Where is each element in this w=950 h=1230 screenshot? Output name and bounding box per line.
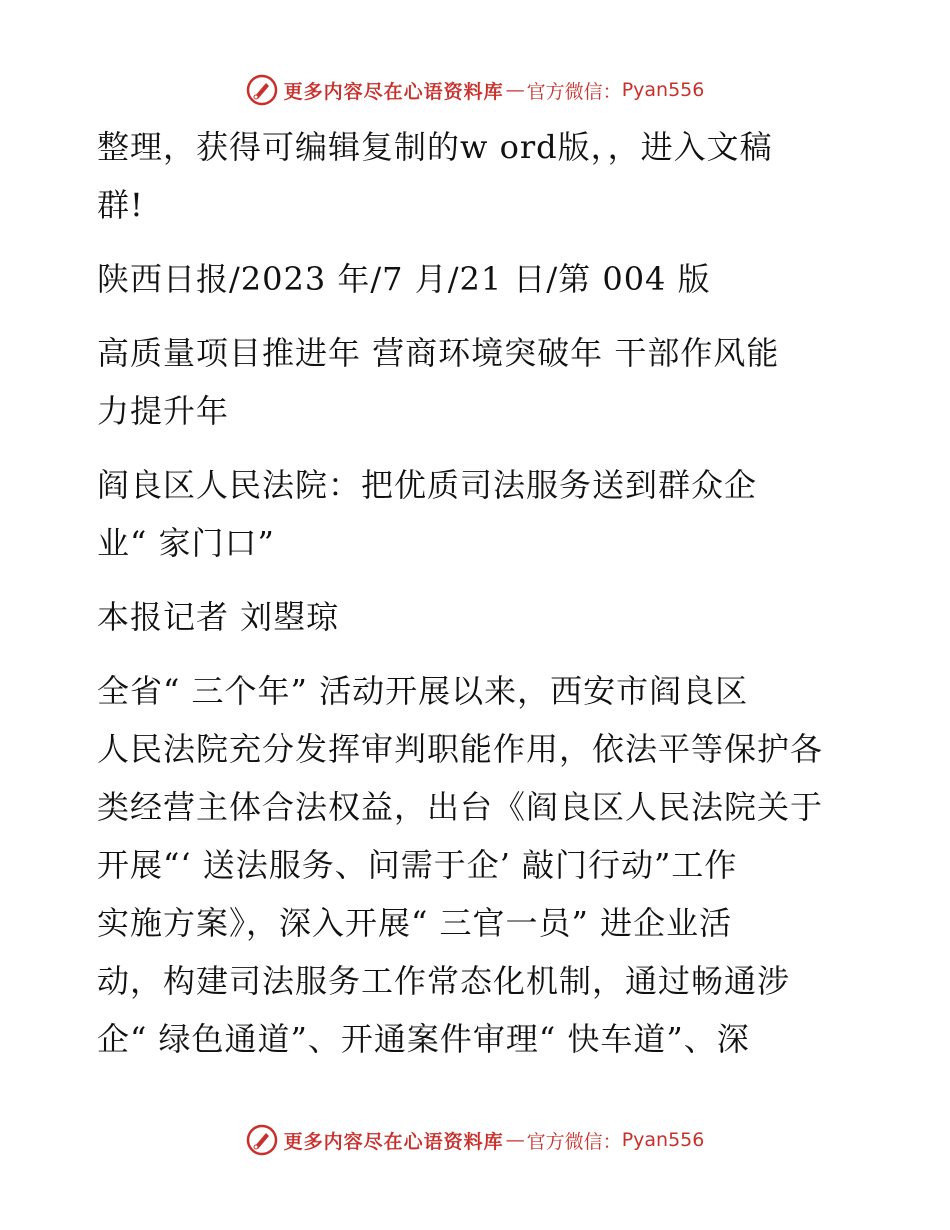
text-line: 类经营主体合法权益，出台《阎良区人民法院关于 [97, 788, 824, 826]
text-line: 力提升年 [97, 392, 230, 430]
paragraph-byline [97, 588, 857, 646]
text-line: 业“ 家门口” [97, 524, 275, 562]
pen-logo-icon [246, 1124, 278, 1156]
banner-label: 官方微信： [526, 1130, 622, 1153]
banner-main-text: 更多内容尽在心语资料库 [283, 80, 504, 103]
banner-account: Pyan556 [621, 79, 705, 101]
paragraph-body [97, 662, 857, 1068]
text-line: 开展“‘ 送法服务、问需于企’ 敲门行动”工作 [97, 846, 738, 884]
paragraph-title [97, 456, 857, 572]
paragraph-source [97, 250, 857, 308]
text-line: 动，构建司法服务工作常态化机制，通过畅通涉 [97, 962, 791, 1000]
text-line: 阎良区人民法院：把优质司法服务送到群众企 [97, 466, 758, 504]
text-line: 企“ 绿色通道”、开通案件审理“ 快车道”、深 [97, 1020, 750, 1058]
document-body [97, 118, 857, 1068]
paragraph-headline [97, 324, 857, 440]
text-line: 实施方案》，深入开展“ 三官一员” 进企业活 [97, 904, 733, 942]
banner-main-text: 更多内容尽在心语资料库 [283, 1130, 504, 1153]
banner-separator: — [505, 1129, 525, 1151]
text-line: 整理，获得可编辑复制的w ord版，，进入文稿 [97, 128, 773, 166]
pen-logo-icon [246, 74, 278, 106]
banner-label: 官方微信： [526, 80, 622, 103]
footer-watermark-banner [0, 1120, 950, 1160]
header-watermark-banner [0, 70, 950, 110]
banner-account: Pyan556 [621, 1129, 705, 1151]
text-line: 本报记者 刘曌琼 [97, 598, 340, 636]
text-line: 人民法院充分发挥审判职能作用，依法平等保护各 [97, 730, 824, 768]
banner-separator: — [505, 79, 525, 101]
text-line: 陕西日报/2023 年/7 月/21 日/第 004 版 [97, 260, 711, 298]
text-line: 高质量项目推进年 营商环境突破年 干部作风能 [97, 334, 780, 372]
paragraph-intro [97, 118, 857, 234]
text-line: 全省“ 三个年” 活动开展以来，西安市阎良区 [97, 672, 749, 710]
text-line: 群! [97, 186, 144, 224]
